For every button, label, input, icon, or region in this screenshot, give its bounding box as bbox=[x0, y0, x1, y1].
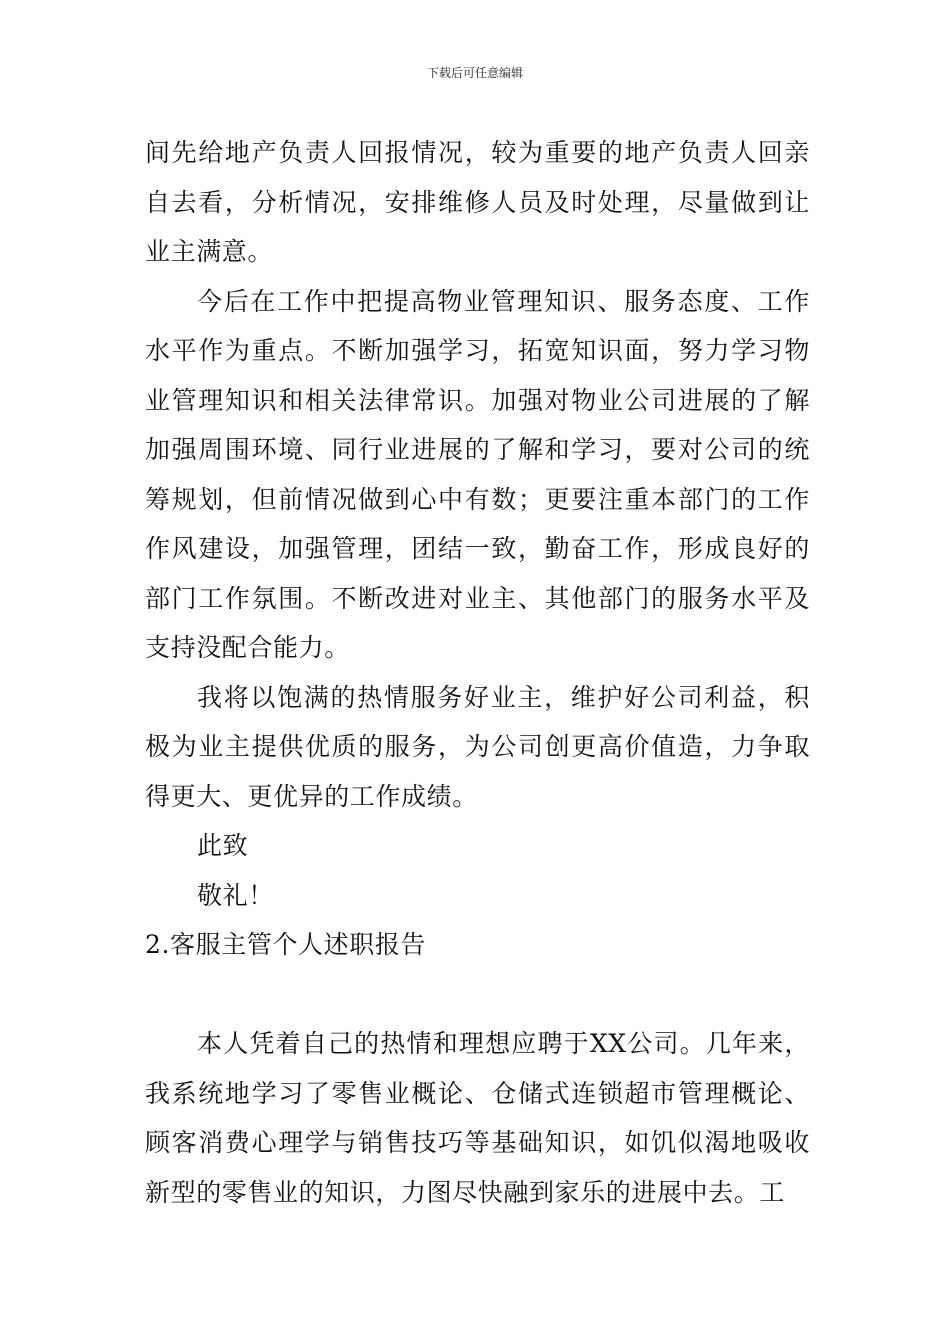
closing-salutation: 此致 bbox=[197, 831, 249, 860]
blank-line bbox=[145, 970, 810, 1020]
continued-paragraph: 间先给地产负责人回报情况，较为重要的地产负责人回亲自去看，分析情况，安排维修人员及时处理，尽量做到让业主满意。 bbox=[145, 138, 810, 266]
document-body bbox=[145, 128, 810, 1217]
paragraph-work-focus: 今后在工作中把提高物业管理知识、服务态度、工作水平作为重点。不断加强学习，拓宽知识面，努力学习物业管理知识和相关法律常识。加强对物业公司进展的了解加强周围环境、同行业进展的了解和学习，要对公司的统筹规划，但前情况做到心中有数；更要注重本部门的工作作风建设，加强管理，团结一致，勤奋工作，形成良好的部门工作氛围。不断改进对业主、其他部门的服务水平及支持没配合能力。 bbox=[145, 286, 810, 662]
section-title: 2.客服主管个人述职报告 bbox=[145, 930, 427, 959]
paragraph-introduction: 本人凭着自己的热情和理想应聘于XX公司。几年来，我系统地学习了零售业概论、仓储式连锁超市管理概论、顾客消费心理学与销售技巧等基础知识，如饥似渴地吸收新型的零售业的知识，力图尽快融到家乐的进展中去。工 bbox=[145, 1029, 810, 1207]
closing-regards: 敬礼！ bbox=[197, 880, 274, 910]
paragraph-commitment: 我将以饱满的热情服务好业主，维护好公司利益，积极为业主提供优质的服务，为公司创更高价值造，力争取得更大、更优异的工作成绩。 bbox=[145, 682, 810, 811]
page-header: 下载后可任意编辑 bbox=[426, 66, 523, 80]
